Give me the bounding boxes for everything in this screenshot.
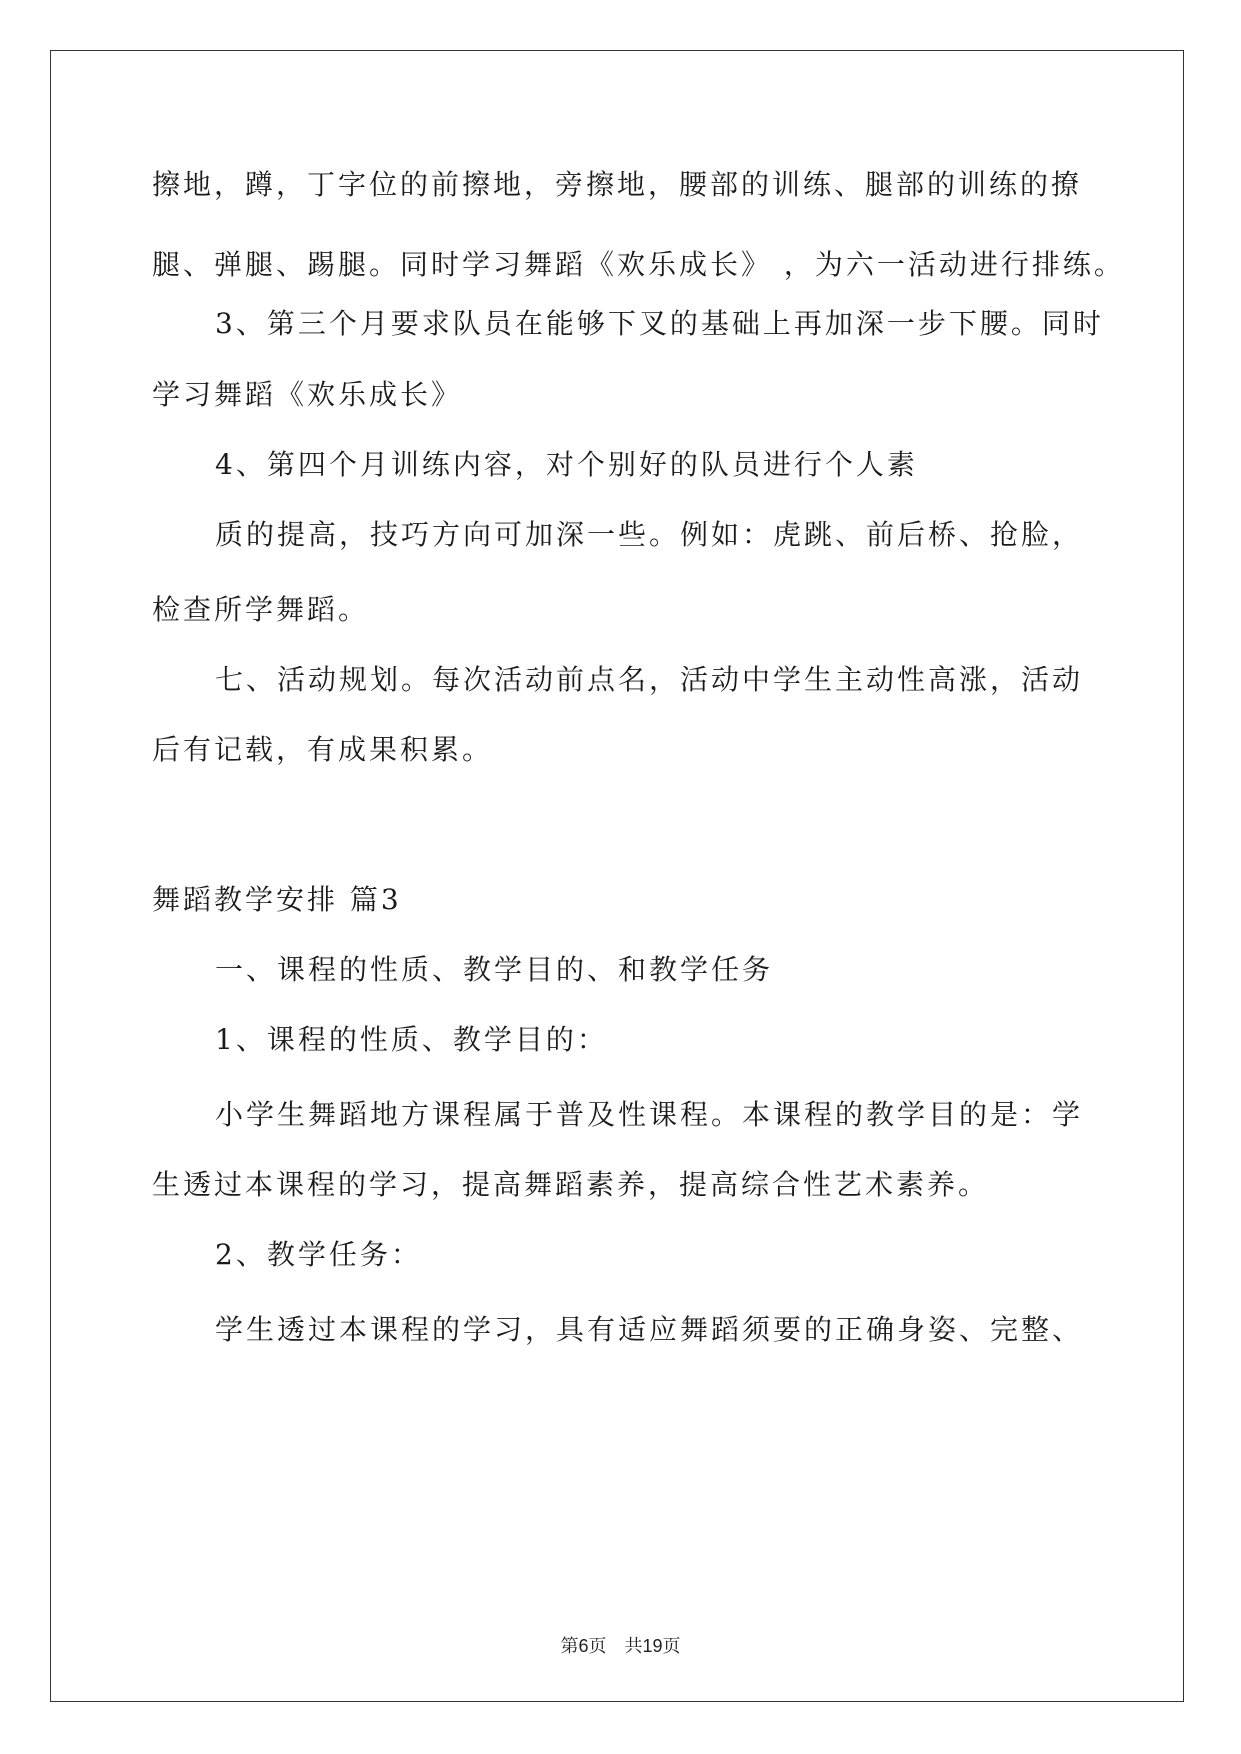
footer-suffix: 页 [662,1636,681,1657]
footer-mid: 页 共 [588,1636,643,1657]
text-line: 生透过本课程的学习，提高舞蹈素养，提高综合性艺术素养。 [152,1168,990,1201]
footer-page-number: 6 [578,1636,589,1656]
text-line: 检查所学舞蹈。 [152,593,370,626]
text-line: 2、教学任务： [215,1238,422,1271]
text-line: 小学生舞蹈地方课程属于普及性课程。本课程的教学目的是：学 [215,1098,1084,1131]
text-line: 1、课程的性质、教学目的： [215,1023,608,1056]
footer-total-pages: 19 [642,1636,663,1656]
text-line: 质的提高，技巧方向可加深一些。例如：虎跳、前后桥、抢脸， [215,518,1084,551]
text-line: 学生透过本课程的学习，具有适应舞蹈须要的正确身姿、完整、 [215,1313,1084,1346]
text-line: 腿、弹腿、踢腿。同时学习舞蹈《欢乐成长》 ，为六一活动进行排练。 [152,248,1125,281]
text-line: 后有记载，有成果积累。 [152,733,494,766]
text-line: 4、第四个月训练内容，对个别好的队员进行个人素 [215,448,918,481]
text-line: 七、活动规划。每次活动前点名，活动中学生主动性高涨，活动 [215,663,1084,696]
page-footer [0,1632,1241,1658]
text-line: 一、课程的性质、教学目的、和教学任务 [215,953,774,986]
text-line: 学习舞蹈《欢乐成长》 [152,378,463,411]
text-line: 擦地，蹲，丁字位的前擦地，旁擦地，腰部的训练、腿部的训练的撩 [152,168,1083,201]
footer-prefix: 第 [560,1636,579,1657]
page-border [50,50,1184,1702]
section-heading: 舞蹈教学安排 篇3 [152,883,402,916]
text-line: 3、第三个月要求队员在能够下叉的基础上再加深一步下腰。同时 [215,307,1104,340]
